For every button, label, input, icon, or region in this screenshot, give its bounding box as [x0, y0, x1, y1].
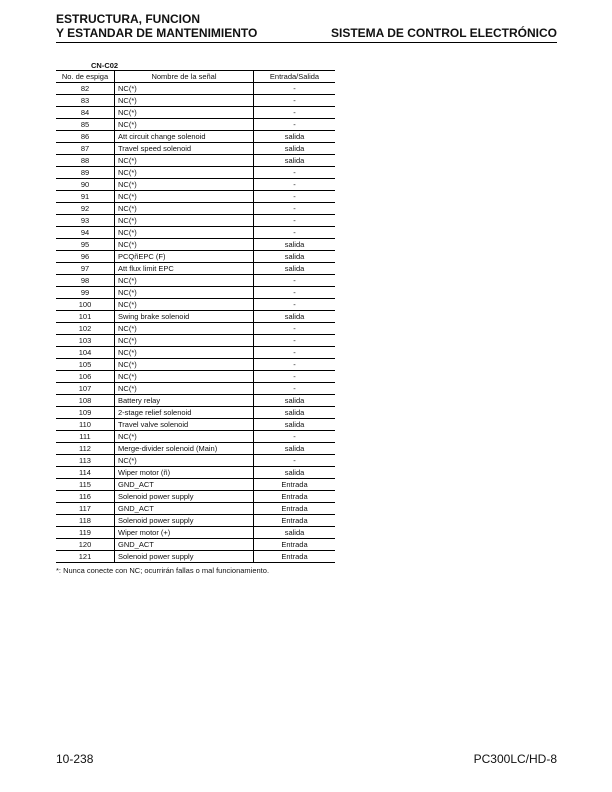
- signal-cell: Merge-divider solenoid (Main): [115, 443, 254, 455]
- io-cell: -: [254, 191, 336, 203]
- signal-cell: NC(*): [115, 107, 254, 119]
- pin-cell: 121: [56, 551, 115, 563]
- table-row: [56, 323, 335, 335]
- signal-cell: Solenoid power supply: [115, 515, 254, 527]
- signal-cell: Travel speed solenoid: [115, 143, 254, 155]
- pin-cell: 86: [56, 131, 115, 143]
- pin-cell: 88: [56, 155, 115, 167]
- signal-cell: NC(*): [115, 119, 254, 131]
- signal-cell: Solenoid power supply: [115, 551, 254, 563]
- table-row: [56, 455, 335, 467]
- io-cell: salida: [254, 467, 336, 479]
- table-row: [56, 515, 335, 527]
- signal-cell: NC(*): [115, 347, 254, 359]
- pin-cell: 104: [56, 347, 115, 359]
- pin-table: [56, 70, 335, 563]
- table-row: [56, 203, 335, 215]
- pin-cell: 106: [56, 371, 115, 383]
- table-row: [56, 539, 335, 551]
- signal-cell: NC(*): [115, 431, 254, 443]
- pin-cell: 111: [56, 431, 115, 443]
- table-row: [56, 443, 335, 455]
- signal-cell: NC(*): [115, 203, 254, 215]
- pin-cell: 114: [56, 467, 115, 479]
- pin-cell: 94: [56, 227, 115, 239]
- pin-cell: 119: [56, 527, 115, 539]
- pin-cell: 120: [56, 539, 115, 551]
- signal-cell: NC(*): [115, 299, 254, 311]
- signal-cell: NC(*): [115, 215, 254, 227]
- signal-cell: PCQñEPC (F): [115, 251, 254, 263]
- table-row: [56, 227, 335, 239]
- column-header-signal: Nombre de la señal: [115, 71, 254, 83]
- pin-cell: 97: [56, 263, 115, 275]
- io-cell: -: [254, 119, 336, 131]
- table-row: [56, 251, 335, 263]
- signal-cell: Battery relay: [115, 395, 254, 407]
- column-header-pin: No. de espiga: [56, 71, 115, 83]
- header-divider: [56, 42, 557, 43]
- table-row: [56, 359, 335, 371]
- table-row: [56, 311, 335, 323]
- io-cell: -: [254, 179, 336, 191]
- table-row: [56, 479, 335, 491]
- io-cell: salida: [254, 239, 336, 251]
- io-cell: -: [254, 347, 336, 359]
- signal-cell: NC(*): [115, 191, 254, 203]
- table-row: [56, 347, 335, 359]
- pin-cell: 99: [56, 287, 115, 299]
- io-cell: salida: [254, 143, 336, 155]
- table-row: [56, 419, 335, 431]
- pin-cell: 93: [56, 215, 115, 227]
- io-cell: salida: [254, 443, 336, 455]
- pin-table-header: [56, 71, 335, 83]
- signal-cell: NC(*): [115, 83, 254, 95]
- pin-cell: 118: [56, 515, 115, 527]
- io-cell: -: [254, 371, 336, 383]
- table-row: [56, 155, 335, 167]
- signal-cell: NC(*): [115, 95, 254, 107]
- table-row: [56, 551, 335, 563]
- table-row: [56, 95, 335, 107]
- pin-cell: 89: [56, 167, 115, 179]
- table-row: [56, 131, 335, 143]
- io-cell: salida: [254, 407, 336, 419]
- io-cell: -: [254, 83, 336, 95]
- pin-cell: 87: [56, 143, 115, 155]
- io-cell: -: [254, 275, 336, 287]
- io-cell: salida: [254, 155, 336, 167]
- model-name: PC300LC/HD-8: [473, 752, 557, 766]
- signal-cell: Wiper motor (+): [115, 527, 254, 539]
- pin-cell: 107: [56, 383, 115, 395]
- io-cell: -: [254, 95, 336, 107]
- pin-cell: 103: [56, 335, 115, 347]
- pin-cell: 116: [56, 491, 115, 503]
- io-cell: -: [254, 383, 336, 395]
- footnote: *: Nunca conecte con NC; ocurrirán fallas o mal funcionamiento.: [56, 566, 270, 575]
- table-row: [56, 527, 335, 539]
- io-cell: Entrada: [254, 539, 336, 551]
- io-cell: salida: [254, 419, 336, 431]
- table-row: [56, 215, 335, 227]
- signal-cell: 2-stage relief solenoid: [115, 407, 254, 419]
- table-row: [56, 167, 335, 179]
- table-row: [56, 263, 335, 275]
- header-title-line2: Y ESTANDAR DE MANTENIMIENTO: [56, 26, 258, 40]
- signal-cell: Swing brake solenoid: [115, 311, 254, 323]
- io-cell: -: [254, 455, 336, 467]
- pin-cell: 110: [56, 419, 115, 431]
- table-row: [56, 335, 335, 347]
- signal-cell: Att flux limit EPC: [115, 263, 254, 275]
- signal-cell: NC(*): [115, 335, 254, 347]
- pin-cell: 115: [56, 479, 115, 491]
- header-title: [56, 12, 257, 40]
- column-header-io: Entrada/Salida: [254, 71, 336, 83]
- pin-table-body: [56, 83, 335, 563]
- table-row: [56, 179, 335, 191]
- io-cell: salida: [254, 131, 336, 143]
- table-row: [56, 287, 335, 299]
- io-cell: Entrada: [254, 551, 336, 563]
- table-row: [56, 191, 335, 203]
- signal-cell: NC(*): [115, 179, 254, 191]
- pin-cell: 96: [56, 251, 115, 263]
- io-cell: -: [254, 431, 336, 443]
- signal-cell: Wiper motor (ñ): [115, 467, 254, 479]
- io-cell: -: [254, 167, 336, 179]
- page-number: 10-238: [56, 752, 94, 766]
- signal-cell: NC(*): [115, 455, 254, 467]
- signal-cell: NC(*): [115, 323, 254, 335]
- io-cell: -: [254, 287, 336, 299]
- table-row: [56, 275, 335, 287]
- signal-cell: Solenoid power supply: [115, 491, 254, 503]
- io-cell: Entrada: [254, 515, 336, 527]
- io-cell: -: [254, 215, 336, 227]
- pin-cell: 92: [56, 203, 115, 215]
- io-cell: salida: [254, 395, 336, 407]
- table-row: [56, 467, 335, 479]
- signal-cell: NC(*): [115, 359, 254, 371]
- pin-cell: 117: [56, 503, 115, 515]
- io-cell: -: [254, 107, 336, 119]
- table-row: [56, 119, 335, 131]
- header-title-line1: ESTRUCTURA, FUNCION: [56, 12, 200, 26]
- io-cell: -: [254, 227, 336, 239]
- io-cell: -: [254, 299, 336, 311]
- pin-cell: 105: [56, 359, 115, 371]
- header-row: [56, 71, 335, 83]
- signal-cell: Att circuit change solenoid: [115, 131, 254, 143]
- io-cell: salida: [254, 311, 336, 323]
- table-row: [56, 383, 335, 395]
- io-cell: -: [254, 335, 336, 347]
- signal-cell: NC(*): [115, 227, 254, 239]
- io-cell: salida: [254, 527, 336, 539]
- pin-cell: 112: [56, 443, 115, 455]
- pin-cell: 102: [56, 323, 115, 335]
- pin-cell: 108: [56, 395, 115, 407]
- pin-cell: 98: [56, 275, 115, 287]
- signal-cell: GND_ACT: [115, 539, 254, 551]
- signal-cell: NC(*): [115, 287, 254, 299]
- table-row: [56, 503, 335, 515]
- table-row: [56, 299, 335, 311]
- signal-cell: NC(*): [115, 275, 254, 287]
- signal-cell: GND_ACT: [115, 479, 254, 491]
- pin-cell: 90: [56, 179, 115, 191]
- pin-cell: 82: [56, 83, 115, 95]
- io-cell: salida: [254, 251, 336, 263]
- pin-cell: 100: [56, 299, 115, 311]
- pin-cell: 95: [56, 239, 115, 251]
- table-row: [56, 83, 335, 95]
- signal-cell: NC(*): [115, 155, 254, 167]
- pin-cell: 113: [56, 455, 115, 467]
- signal-cell: NC(*): [115, 371, 254, 383]
- table-row: [56, 395, 335, 407]
- io-cell: Entrada: [254, 503, 336, 515]
- pin-cell: 84: [56, 107, 115, 119]
- table-row: [56, 143, 335, 155]
- pin-cell: 83: [56, 95, 115, 107]
- table-row: [56, 107, 335, 119]
- signal-cell: Travel valve solenoid: [115, 419, 254, 431]
- table-row: [56, 239, 335, 251]
- pin-cell: 85: [56, 119, 115, 131]
- io-cell: Entrada: [254, 479, 336, 491]
- io-cell: -: [254, 203, 336, 215]
- io-cell: Entrada: [254, 491, 336, 503]
- signal-cell: NC(*): [115, 167, 254, 179]
- table-row: [56, 407, 335, 419]
- pin-cell: 101: [56, 311, 115, 323]
- table-row: [56, 371, 335, 383]
- io-cell: -: [254, 323, 336, 335]
- signal-cell: NC(*): [115, 239, 254, 251]
- io-cell: salida: [254, 263, 336, 275]
- connector-label: CN-C02: [91, 61, 119, 70]
- pin-cell: 109: [56, 407, 115, 419]
- pin-cell: 91: [56, 191, 115, 203]
- table-row: [56, 431, 335, 443]
- table-row: [56, 491, 335, 503]
- io-cell: -: [254, 359, 336, 371]
- section-title: SISTEMA DE CONTROL ELECTRÓNICO: [330, 26, 557, 40]
- signal-cell: NC(*): [115, 383, 254, 395]
- signal-cell: GND_ACT: [115, 503, 254, 515]
